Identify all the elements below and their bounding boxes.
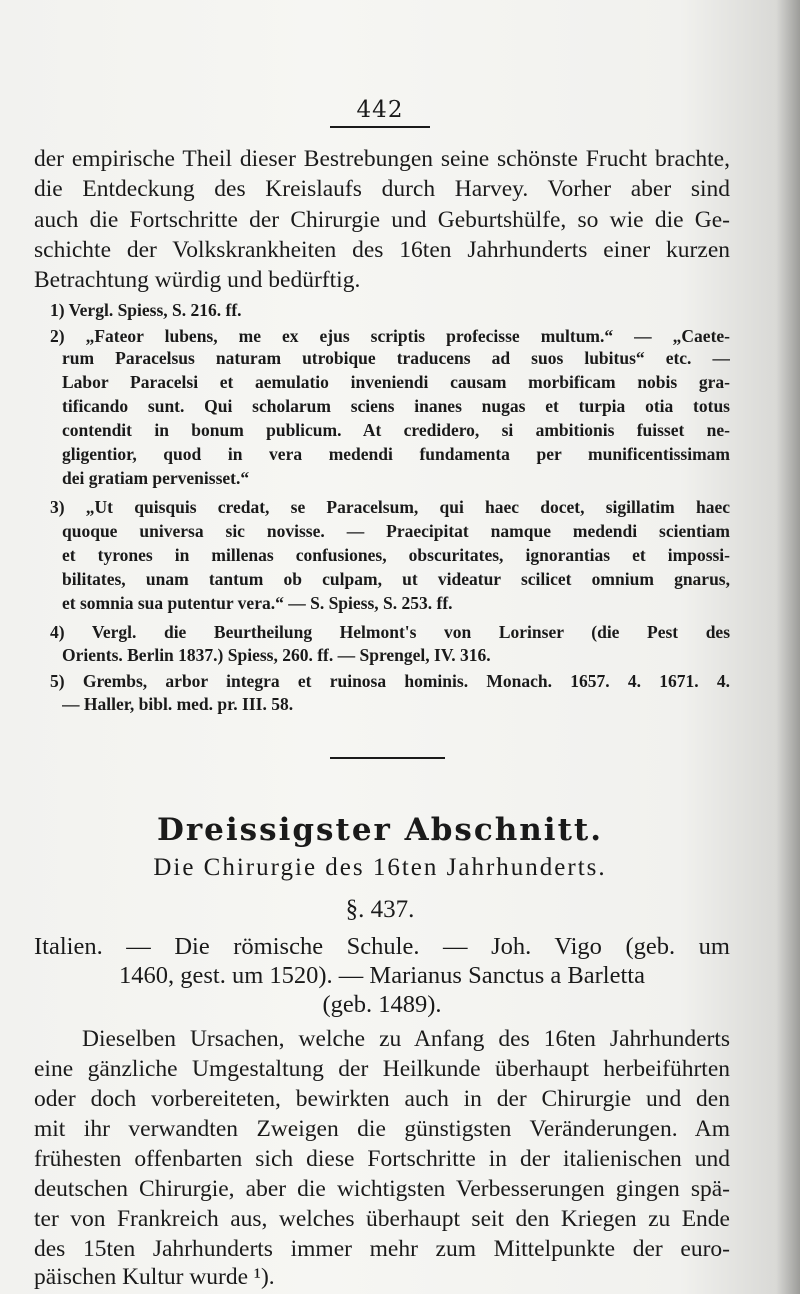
footnote-line: dei gratiam pervenisset.“ xyxy=(62,468,250,488)
footnote-line: 1) Vergl. Spiess, S. 216. ff. xyxy=(50,300,242,320)
text-line: ter von Frankreich aus, welches überhaupt seit den Kriegen zu Ende xyxy=(34,1206,730,1232)
text-line: päischen Kultur wurde ¹). xyxy=(34,1264,275,1290)
footnote-line: 5) Grembs, arbor integra et ruinosa hominis. Monach. 1657. 4. 1671. 4. xyxy=(50,671,730,691)
text-line: deutschen Chirurgie, aber die wichtigsten Verbesserungen gingen spä- xyxy=(34,1176,730,1202)
footnote-line: et somnia sua putentur vera.“ — S. Spiess, S. 253. ff. xyxy=(62,593,453,613)
footnote-line: et tyrones in millenas confusiones, obscuritates, ignorantias et impossi- xyxy=(62,545,730,565)
footnote-line: quoque universa sic novisse. — Praecipitat namque medendi scientiam xyxy=(62,521,730,541)
chapter-subtitle: Die Chirurgie des 16ten Jahrhunderts. xyxy=(153,854,607,881)
text-line: der empirische Theil dieser Bestrebungen seine schönste Frucht brachte, xyxy=(34,146,730,172)
text-line: auch die Fortschritte der Chirurgie und Geburtshülfe, so wie die Ge- xyxy=(34,207,730,233)
heading-line: (geb. 1489). xyxy=(322,991,442,1018)
page-number-rule xyxy=(330,126,430,128)
footnote-line: Labor Paracelsi et aemulatio inveniendi causam morbificam nobis gra- xyxy=(62,372,730,392)
footnote-line: 3) „Ut quisquis credat, se Paracelsum, qui haec docet, sigillatim haec xyxy=(50,497,730,517)
footnote-line: bilitates, unam tantum ob culpam, ut videatur scilicet omnium gnarus, xyxy=(62,569,730,589)
footnote-line: 2) „Fateor lubens, me ex ejus scriptis profecisse multum.“ — „Caete- xyxy=(50,326,730,346)
chapter-title: Dreissigster Abschnitt. xyxy=(156,812,604,848)
footnote-line: 4) Vergl. die Beurtheilung Helmont's von Lorinser (die Pest des xyxy=(50,622,730,642)
footnote-line: gligentior, quod in vera medendi fundamenta per munificentissimam xyxy=(62,444,730,464)
page-number: 442 xyxy=(356,97,404,123)
text-line: mit ihr verwandten Zweigen die günstigsten Veränderungen. Am xyxy=(34,1116,730,1142)
footnote-line: rum Paracelsus naturam utrobique traducens ad suos lubitus“ etc. — xyxy=(62,348,730,368)
text-line: die Entdeckung des Kreislaufs durch Harvey. Vorher aber sind xyxy=(34,176,730,202)
section-number: §. 437. xyxy=(345,896,415,923)
footnote-line: — Haller, bibl. med. pr. III. 58. xyxy=(62,694,294,714)
text-line: schichte der Volkskrankheiten des 16ten Jahrhunderts einer kurzen xyxy=(34,237,730,263)
footnote-line: Orients. Berlin 1837.) Spiess, 260. ff. — Sprengel, IV. 316. xyxy=(62,645,491,665)
text-line: frühesten offenbarten sich diese Fortschritte in der italienischen und xyxy=(34,1146,730,1172)
section-divider xyxy=(330,757,445,759)
heading-line: 1460, gest. um 1520). — Marianus Sanctus a Barletta xyxy=(119,962,645,989)
footnote-line: tificando sunt. Qui scholarum sciens inanes nugas et turpia otia totus xyxy=(62,396,730,416)
text-line: des 15ten Jahrhunderts immer mehr zum Mittelpunkte der euro- xyxy=(34,1236,730,1262)
text-line: oder doch vorbereiteten, bewirkten auch in der Chirurgie und den xyxy=(34,1086,730,1112)
footnote-line: contendit in bonum publicum. At credidero, si ambitionis fuisset ne- xyxy=(62,420,730,440)
text-line: eine gänzliche Umgestaltung der Heilkunde überhaupt herbeiführten xyxy=(34,1056,730,1082)
heading-line: Italien. — Die römische Schule. — Joh. Vigo (geb. um xyxy=(34,933,730,960)
text-line: Betrachtung würdig und bedürftig. xyxy=(34,267,361,293)
text-line: Dieselben Ursachen, welche zu Anfang des 16ten Jahrhunderts xyxy=(82,1026,730,1052)
